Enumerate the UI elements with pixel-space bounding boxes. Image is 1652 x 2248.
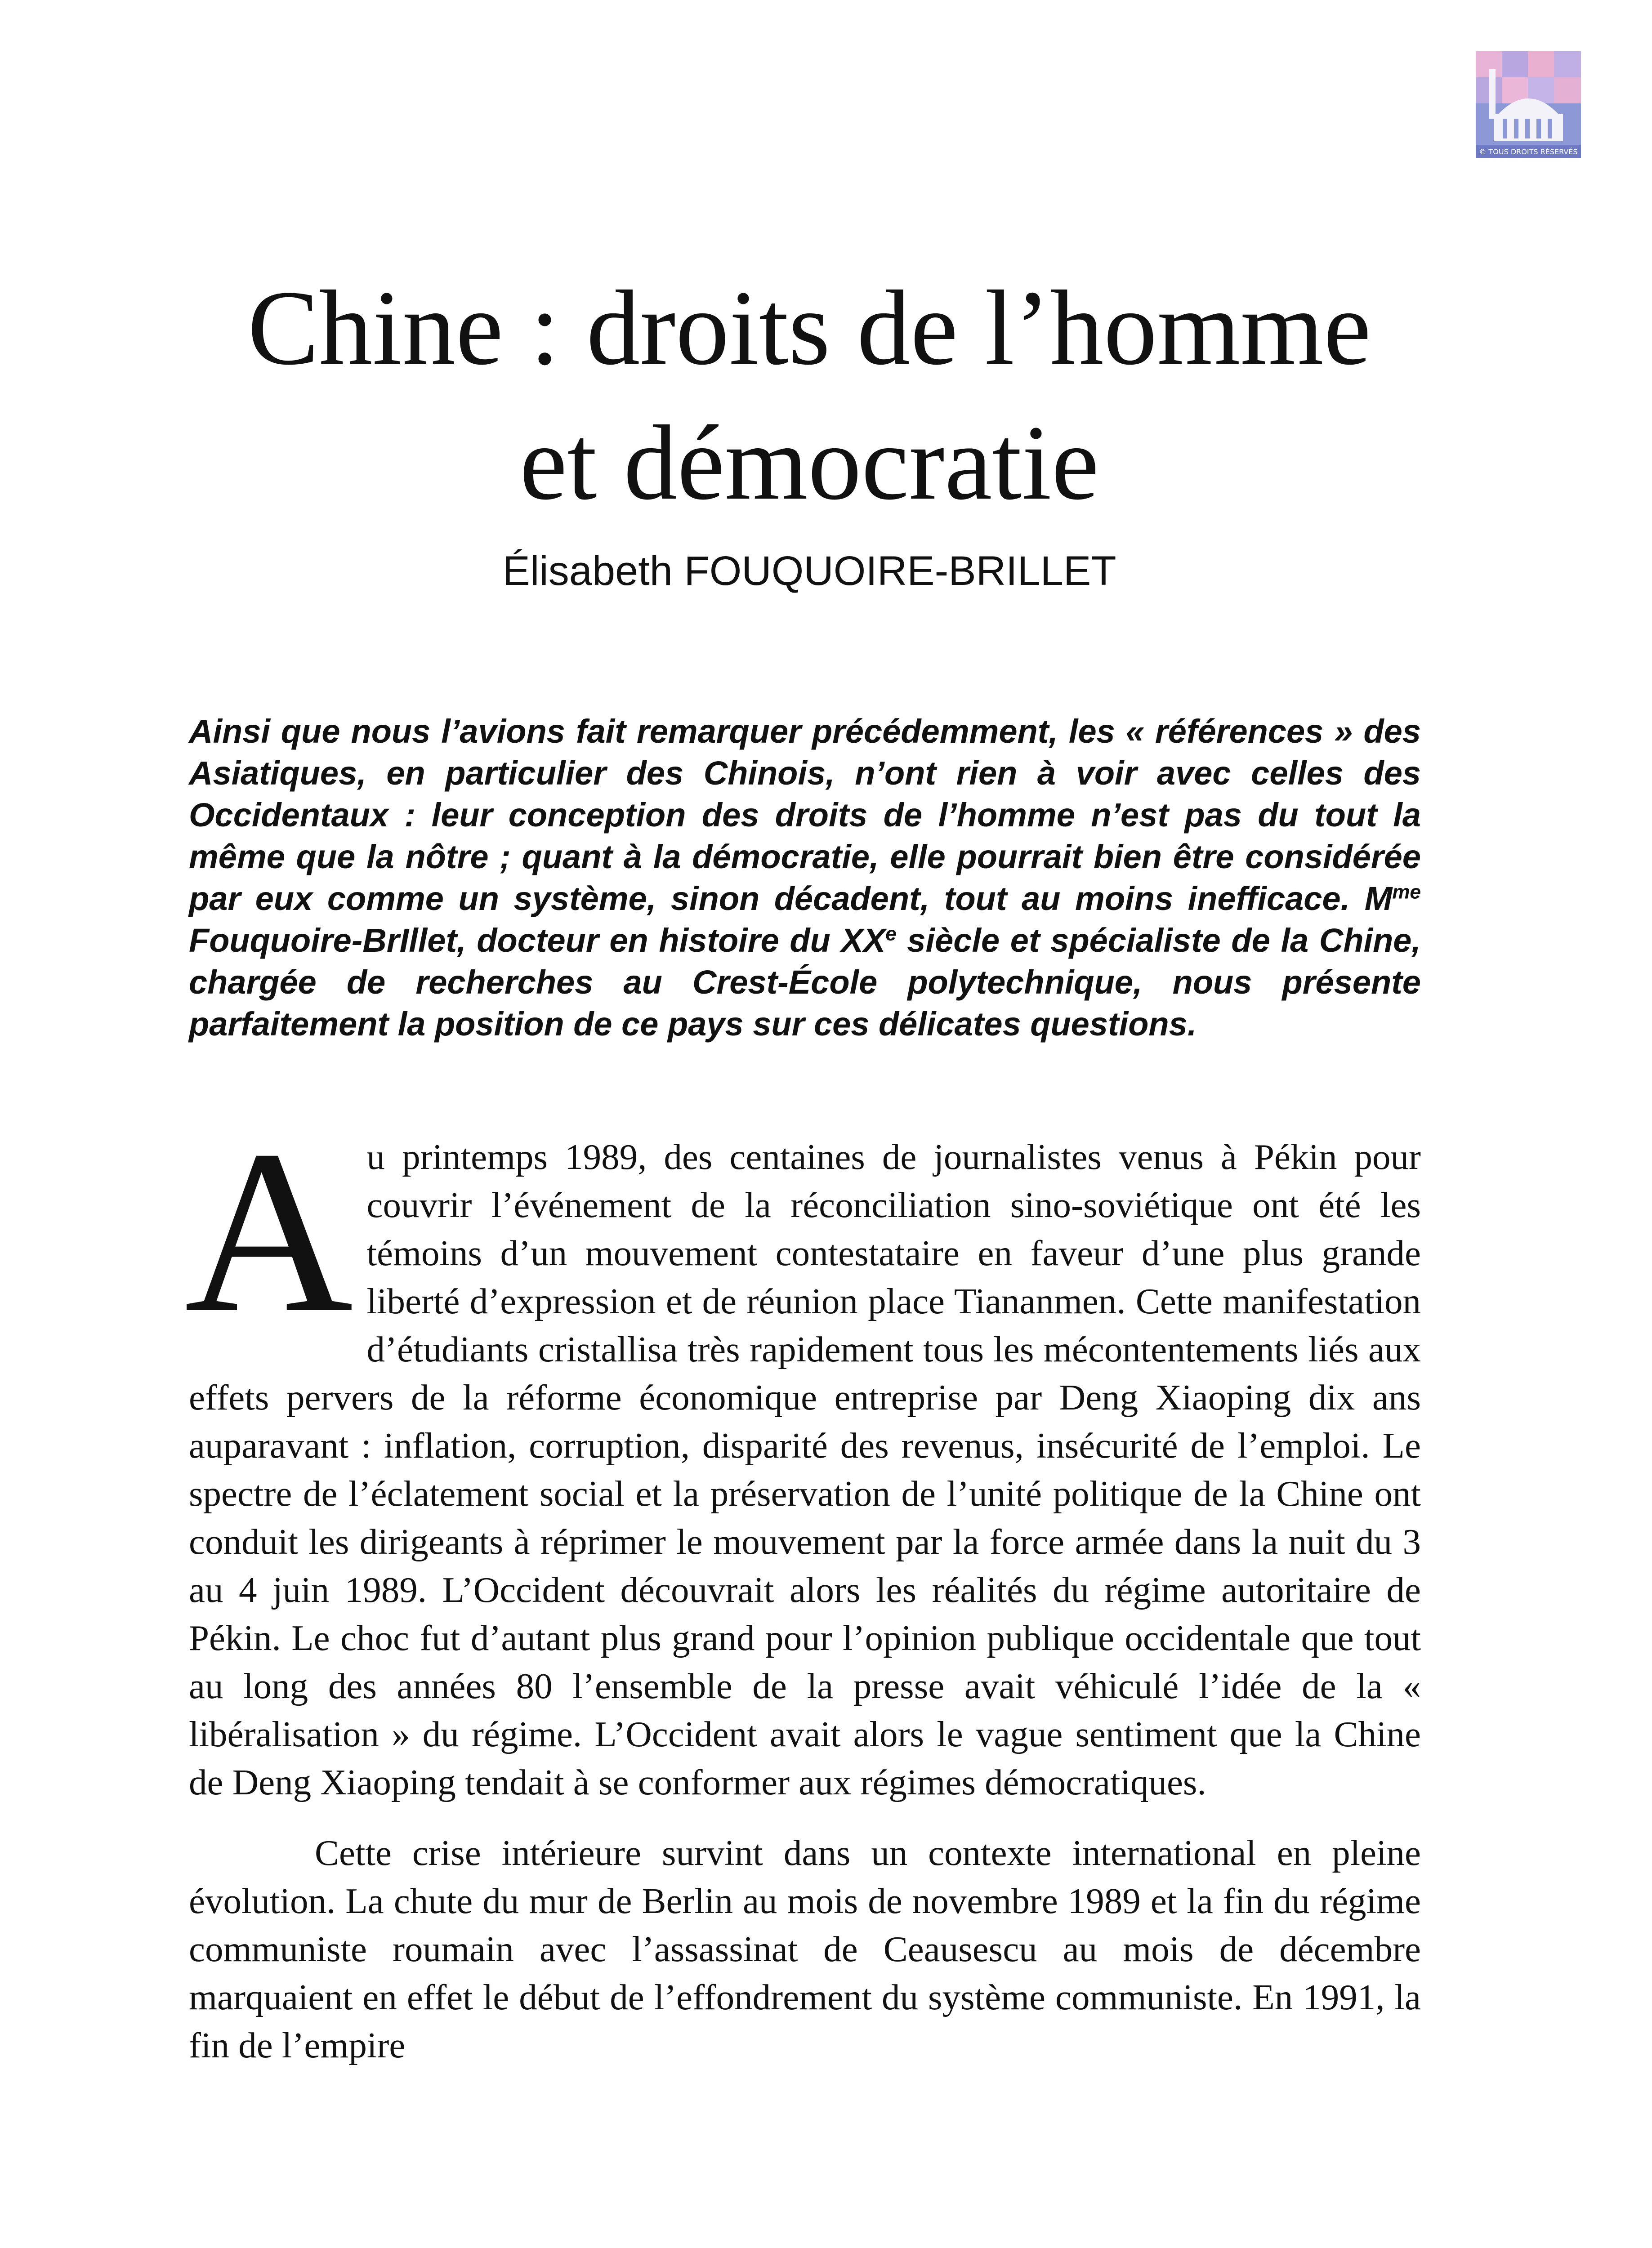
author-name: Élisabeth FOUQUOIRE-BRILLET	[502, 548, 1116, 594]
body-paragraph-1-text: u printemps 1989, des centaines de journalistes venus à Pékin pour couvrir l’événement de la réconciliation sino-soviétique ont été les témoins d’un mouvement contestataire en faveur d’une plus grande liberté d’expression et de réunion place Tiananmen. Cette manifestation d’étudiants cristallisa très rapidement tous les mécontentements liés aux effets pervers de la réforme économique entreprise par Deng Xiaoping dix ans auparavant : inflation, corruption, disparité des revenus, insécurité de l’emploi. Le spectre de l’éclatement social et la préservation de l’unité politique de la Chine ont conduit les dirigeants à réprimer le mouvement par la force armée dans la nuit du 3 au 4 juin 1989. L’Occident découvrait alors les réalités du régime autoritaire de Pékin. Le choc fut d’autant plus grand pour l’opinion publique occidentale que tout au long des années 80 l’ensemble de la presse avait véhiculé l’idée de la « libéralisation » du régime. L’Occident avait alors le vague sentiment que la Chine de Deng Xiaoping tendait à se conformer aux régimes démocratiques.	[189, 1137, 1421, 1802]
abstract-text-1: Ainsi que nous l’avions fait remarquer précédemment, les « références » des Asiatiques, en particulier des Chinois, n’ont rien à voir avec celles des Occidentaux : leur conception des droits de l’homme n’est pas du tout la même que la nôtre ; quant à la démocratie, elle pourrait bien être considérée par eux comme un système, sinon décadent, tout au moins inefficace. M	[189, 713, 1421, 917]
abstract-superscript-2: e	[885, 923, 897, 945]
drop-cap: A	[184, 1102, 353, 1361]
abstract-text-2: Fouquoire-BrIllet, docteur en histoire du XX	[189, 922, 886, 959]
article-body	[184, 1102, 1421, 2092]
abstract-text-3: siècle et spécialiste de la Chine, chargée de recherches au Crest-École polytechnique, nous présente parfaitement la position de ce pays sur ces délicates questions.	[189, 922, 1421, 1043]
article-abstract	[189, 710, 1421, 1045]
building-logo-icon	[1476, 51, 1581, 158]
article-title	[90, 261, 1529, 531]
abstract-superscript-1: me	[1392, 881, 1421, 903]
publisher-logo	[1476, 51, 1581, 158]
title-line-2: et démocratie	[519, 404, 1099, 522]
title-line-1: Chine : droits de l’homme	[247, 269, 1371, 387]
logo-caption: © TOUS DROITS RÉSERVÉS	[1479, 147, 1578, 156]
body-paragraph-2: Cette crise intérieure survint dans un contexte international en pleine évolution. La chute du mur de Berlin au mois de novembre 1989 et la fin du régime communiste roumain avec l’assassinat de Ceausescu au mois de décembre marquaient en effet le début de l’effondrement du système communiste. En 1991, la fin de l’empire	[189, 1833, 1421, 2065]
body-paragraph-1	[184, 1102, 1421, 1806]
